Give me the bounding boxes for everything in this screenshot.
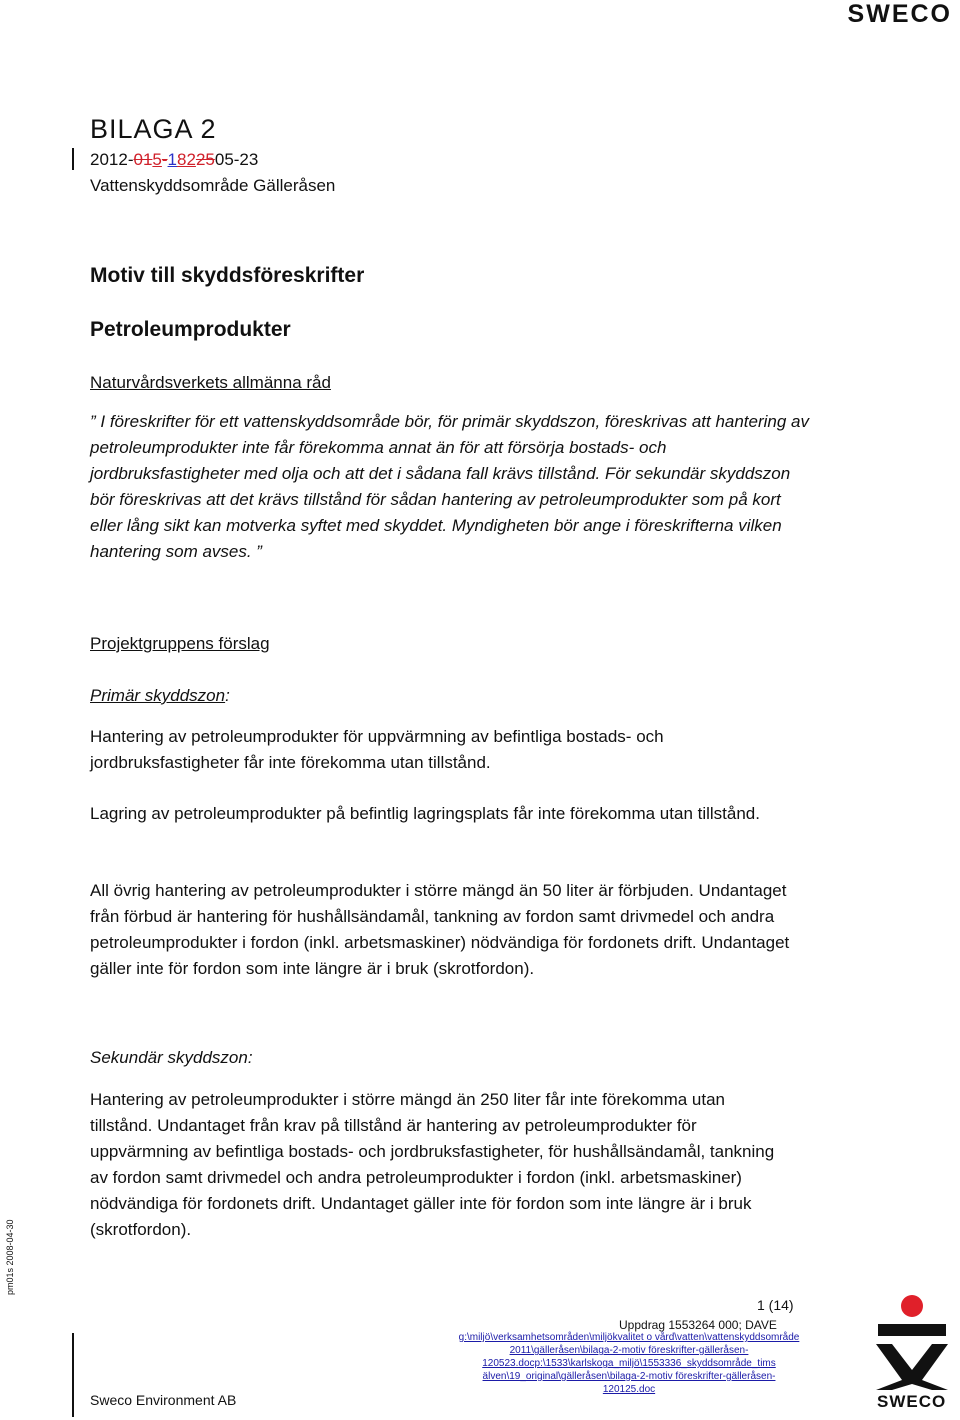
label-primary-zone	[90, 686, 230, 706]
page-number: 1 (14)	[757, 1297, 794, 1313]
assignment-number: Uppdrag 1553264 000; DAVE	[619, 1318, 777, 1332]
label-secondary-zone: Sekundär skyddszon:	[90, 1048, 253, 1067]
document-place: Vattenskyddsområde Gälleråsen	[90, 176, 336, 195]
date-rest: 05-23	[214, 150, 259, 169]
sweco-logo-top: SWECO	[847, 0, 952, 28]
date-separator: -	[161, 150, 168, 169]
paragraph-primary-1: Hantering av petroleumprodukter för uppvärmning av befintliga bostads- och jordbruksfastigheter får inte förekomma utan tillstånd.	[90, 727, 664, 772]
paragraph-secondary-1: Hantering av petroleumprodukter i större mängd än 250 liter får inte förekomma utan tillstånd. Undantaget från krav på tillstånd är hantering av petroleumprodukter för uppvärmning av befintliga bostads- och jordbruksfastigheter, för hushållsändamål, tankning av fordon samt drivmedel och andra petroleumprodukter i fordon (inkl. arbetsmaskiner) nödvändiga för fordonets drift. Undantaget gäller inte för fordon som inte längre är i bruk (skrotfordon).	[90, 1090, 775, 1239]
file-path-line-2: 120523.docp:\1533\karlskoga_miljö\1553336_skyddsområde_tims älven\19_original\gälleråsen\bilaga-2-motiv föreskrifter-gälleråsen-	[482, 1358, 776, 1382]
heading-project-proposal: Projektgruppens förslag	[90, 634, 270, 653]
sweco-logo-bottom: SWECO	[877, 1392, 947, 1411]
heading-motives: Motiv till skyddsföreskrifter	[90, 264, 365, 287]
company-name: Sweco Environment AB	[90, 1392, 237, 1408]
primary-zone-colon: :	[225, 686, 230, 705]
paragraph-primary-2: Lagring av petroleumprodukter på befintlig lagringsplats får inte förekomma utan tillstånd.	[90, 804, 760, 823]
file-path-line-3: 120125.doc	[602, 1384, 656, 1395]
date-inserted-1: 5	[152, 150, 162, 169]
primary-zone-text: Primär skyddszon	[90, 686, 226, 705]
revision-bar	[72, 148, 74, 170]
footer-divider	[72, 1333, 74, 1417]
heading-petroleum: Petroleumprodukter	[90, 318, 291, 341]
quote-general-advice: ” I föreskrifter för ett vattenskyddsområde bör, för primär skyddszon, föreskrivas att hantering av petroleumprodukter inte får förekomma annat än för att försörja bostads- och jordbruksfastigheter med olja och att det i sådana fall krävs tillstånd. För sekundär skyddszon bör föreskrivas att det krävs tillstånd för sådan hantering av petroleumprodukter som på kort eller lång sikt kan motverka syftet med skyddet. Myndigheten bör ange i föreskrifterna vilken hantering som avses. ”	[90, 412, 810, 561]
date-deleted-2: 1	[167, 150, 178, 169]
template-code: pm01s 2008-04-30	[5, 1219, 15, 1295]
subheading-naturvardsverket: Naturvårdsverkets allmänna råd	[90, 373, 331, 392]
date-prefix: 2012-	[90, 150, 134, 169]
paragraph-primary-3: All övrig hantering av petroleumprodukter i större mängd än 50 liter är förbjuden. Undantaget från förbud är hantering för hushållsändamål, tankning av fordon samt drivmedel och andra petroleumprodukter i fordon (inkl. arbetsmaskiner) nödvändiga för fordonets drift. Undantaget gäller inte för fordon som inte längre är i bruk (skrotfordon).	[90, 881, 790, 978]
date-deleted-1: 01	[133, 150, 153, 169]
file-path-line-1: g:\miljö\verksamhetsområden\miljökvalitet o vård\vatten\vattenskyddsområde 2011\gälleråsen\bilaga-2-motiv föreskrifter-gälleråsen-	[458, 1332, 800, 1356]
document-date	[90, 150, 258, 170]
document-title: BILAGA 2	[90, 114, 217, 144]
date-inserted-2: 82	[177, 150, 196, 169]
date-deleted-3: 25	[195, 150, 215, 169]
file-path	[455, 1331, 803, 1396]
